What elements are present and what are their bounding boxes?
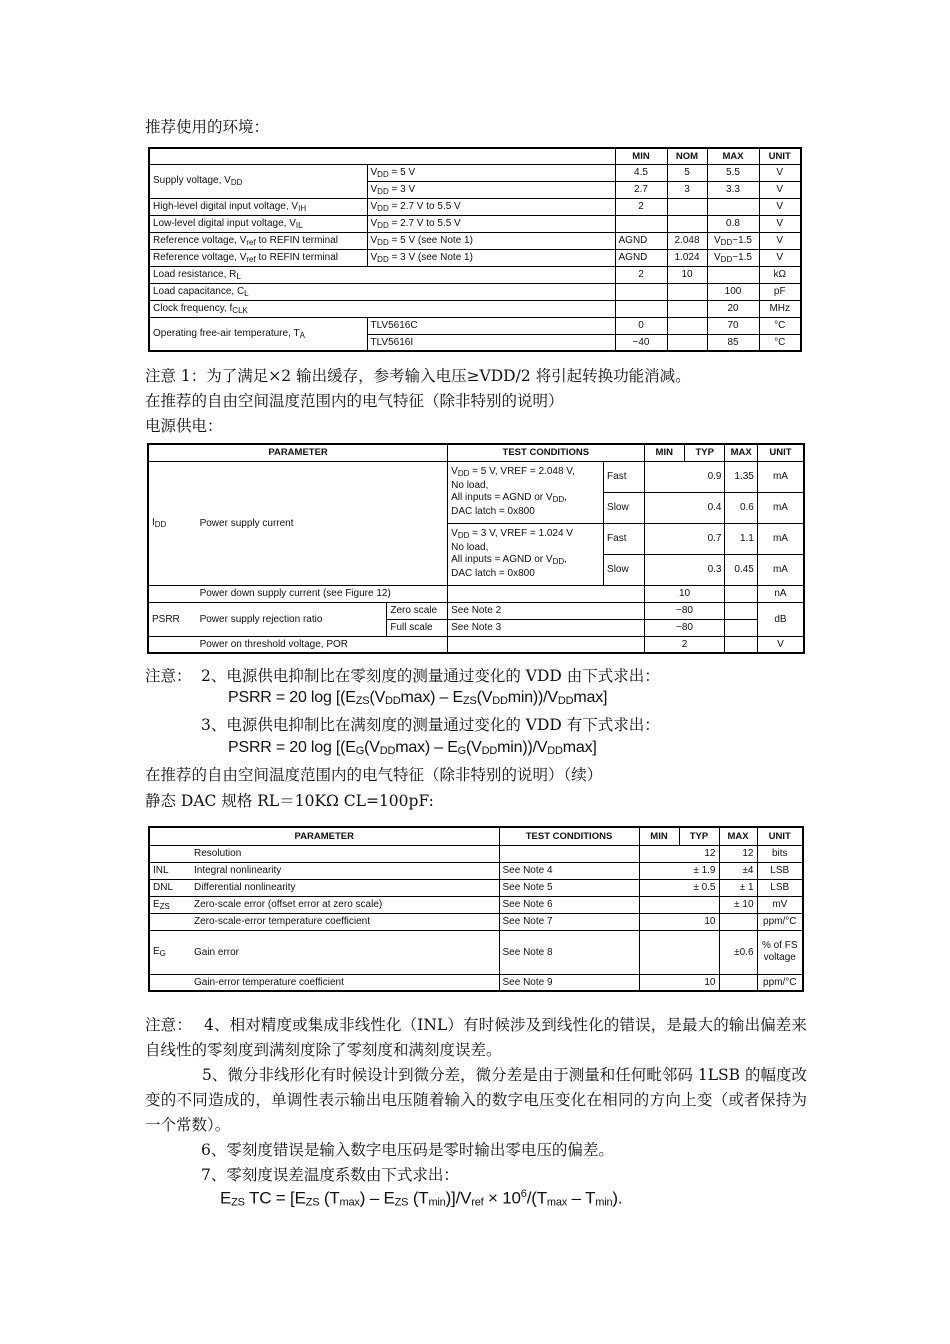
- note-label: 注意：: [145, 667, 192, 685]
- min: AGND: [615, 249, 667, 266]
- cond: $V_{DD} = 2.7$ V to 5.5 V: [367, 198, 615, 215]
- cond: TLV5616C: [367, 317, 615, 334]
- param: Clock frequency, $f_{CLK}$: [149, 300, 615, 317]
- cond: $V_{DD} = 5$ V: [367, 164, 615, 181]
- cond: [499, 845, 639, 862]
- note-6: 6、零刻度错误是输入数字电压码是零时输出零电压的偏差。: [201, 1141, 614, 1159]
- unit: mV: [757, 896, 803, 913]
- cond-5v: $V_{DD} = 5$ V, VREF = 2.048 V, No load, All inputs = AGND or $V_{DD}$, DAC latch = 0x800: [448, 461, 604, 523]
- slow-label: Slow: [604, 554, 644, 585]
- nom: 10: [667, 266, 707, 283]
- min: [639, 974, 679, 991]
- header-test-conditions: TEST CONDITIONS: [499, 827, 639, 845]
- symbol: DNL: [149, 879, 191, 896]
- max: $V_{DD}-1.5$: [707, 232, 759, 249]
- unit: V: [759, 249, 801, 266]
- note-7: 7、零刻度误差温度系数由下式求出：: [201, 1166, 459, 1184]
- table-row: [148, 461, 804, 492]
- heading-electrical: 在推荐的自由空间温度范围内的电气特征（除非特别的说明）: [145, 392, 564, 410]
- header-min: MIN: [644, 444, 684, 461]
- cond: See Note 8: [499, 930, 639, 974]
- cond: $V_{DD} = 5$ V (see Note 1): [367, 232, 615, 249]
- max: [725, 585, 757, 602]
- unit: mA: [757, 461, 804, 492]
- nom: [667, 215, 707, 232]
- max: ±4: [719, 862, 757, 879]
- unit: V: [759, 215, 801, 232]
- table-row: [148, 602, 804, 619]
- unit: V: [759, 198, 801, 215]
- typ: 0.7: [685, 523, 725, 554]
- header-parameter: PARAMETER: [149, 827, 499, 845]
- unit: V: [757, 636, 804, 653]
- table-row: [149, 845, 803, 862]
- cond-note2: See Note 2: [448, 602, 644, 619]
- table-row: [149, 896, 803, 913]
- min: 2: [615, 198, 667, 215]
- unit: ppm/°C: [757, 974, 803, 991]
- cond: See Note 4: [499, 862, 639, 879]
- unit: MHz: [759, 300, 801, 317]
- min: −40: [615, 334, 667, 351]
- nom: [667, 283, 707, 300]
- typ: 0.9: [685, 461, 725, 492]
- unit: dB: [757, 602, 804, 636]
- note-1: 注意 1：为了满足×2 输出缓存，参考输入电压≥VDD/2 将引起转换功能消减。: [145, 367, 691, 385]
- min: [639, 913, 679, 930]
- unit: % of FS voltage: [757, 930, 803, 974]
- header-test-conditions: TEST CONDITIONS: [448, 444, 644, 461]
- max: 1.1: [725, 523, 757, 554]
- heading-environment: 推荐使用的环境：: [145, 118, 270, 136]
- header-typ: TYP: [685, 444, 725, 461]
- table-row: [148, 636, 804, 653]
- idd-name: Power supply current: [197, 461, 448, 585]
- nom: [667, 334, 707, 351]
- max: [725, 619, 757, 636]
- header-unit: UNIT: [757, 827, 803, 845]
- cond-note3: See Note 3: [448, 619, 644, 636]
- note-label: 注意：: [145, 1016, 192, 1034]
- param: Low-level digital input voltage, $V_{IL}$: [149, 215, 367, 232]
- max: 20: [707, 300, 759, 317]
- symbol: [149, 913, 191, 930]
- table-row: [149, 913, 803, 930]
- param-name: Zero-scale error (offset error at zero scale): [191, 896, 499, 913]
- table-row: [149, 879, 803, 896]
- note-4: 4、相对精度或集成非线性化（INL）有时候涉及到线性化的错误，是最大的输出偏差来自线性的零刻度到满刻度除了零刻度和满刻度误差。: [145, 1016, 807, 1059]
- unit: pF: [759, 283, 801, 300]
- max: 3.3: [707, 181, 759, 198]
- max: [719, 974, 757, 991]
- table-row: [149, 974, 803, 991]
- header-max: MAX: [707, 148, 759, 164]
- por-name: Power on threshold voltage, POR: [197, 636, 448, 653]
- unit: ppm/°C: [757, 913, 803, 930]
- unit: mA: [757, 523, 804, 554]
- header-typ: TYP: [679, 827, 719, 845]
- symbol: $E_G$: [149, 930, 191, 974]
- header-nom: NOM: [667, 148, 707, 164]
- cond: $V_{DD} = 2.7$ V to 5.5 V: [367, 215, 615, 232]
- param-name: Zero-scale-error temperature coefficient: [191, 913, 499, 930]
- param: Reference voltage, $V_{ref}$ to REFIN terminal: [149, 232, 367, 249]
- param: Load resistance, $R_L$: [149, 266, 615, 283]
- table-header-row: [149, 148, 801, 164]
- static-dac-table: [148, 826, 804, 992]
- table-row: [149, 215, 801, 232]
- cond-blank: [448, 585, 644, 602]
- typ: 12: [679, 845, 719, 862]
- table-row: [149, 266, 801, 283]
- table-row: [149, 317, 801, 334]
- header-max: MAX: [725, 444, 757, 461]
- blank-header: [149, 148, 615, 164]
- psrr-name: Power supply rejection ratio: [197, 602, 387, 636]
- min: [639, 862, 679, 879]
- psrr-symbol: PSRR: [148, 602, 197, 636]
- max: 1.35: [725, 461, 757, 492]
- min: [639, 896, 679, 913]
- nom: [667, 300, 707, 317]
- cond: See Note 5: [499, 879, 639, 896]
- cond: See Note 6: [499, 896, 639, 913]
- psrr-zero-scale-formula: PSRR = 20 $\log [(E_{ZS}(V_{DD}\max) - E_{ZS}(V_{DD}\min))/V_{DD}\max]$: [228, 689, 608, 707]
- param-supply-voltage: Supply voltage, $V_{DD}$: [149, 164, 367, 198]
- max: 12: [719, 845, 757, 862]
- table-row: [149, 300, 801, 317]
- cond: See Note 7: [499, 913, 639, 930]
- typ: 10: [644, 585, 725, 602]
- min: [615, 300, 667, 317]
- table-row: [148, 585, 804, 602]
- unit: °C: [759, 334, 801, 351]
- min: 2.7: [615, 181, 667, 198]
- typ: 2: [644, 636, 725, 653]
- cond: TLV5616I: [367, 334, 615, 351]
- param-name: Differential nonlinearity: [191, 879, 499, 896]
- max: 0.8: [707, 215, 759, 232]
- typ: 0.4: [685, 492, 725, 523]
- table-row: [149, 198, 801, 215]
- max: [719, 913, 757, 930]
- power-down-name: Power down supply current (see Figure 12): [197, 585, 448, 602]
- unit: V: [759, 164, 801, 181]
- max: 0.6: [725, 492, 757, 523]
- note-3: 3、电源供电抑制比在满刻度的测量通过变化的 VDD 有下式求出：: [201, 716, 660, 734]
- table-row: [149, 164, 801, 181]
- min: [644, 554, 684, 585]
- min: [639, 845, 679, 862]
- heading-static-dac: 静态 DAC 规格 RL＝10KΩ CL=100pF:: [145, 792, 434, 810]
- symbol: INL: [149, 862, 191, 879]
- min: [615, 215, 667, 232]
- blank-symbol: [148, 585, 197, 602]
- unit: mA: [757, 554, 804, 585]
- min: 4.5: [615, 164, 667, 181]
- table-row: [149, 930, 803, 974]
- max: 85: [707, 334, 759, 351]
- heading-power-supply: 电源供电：: [145, 417, 223, 435]
- recommended-conditions-table: [148, 147, 802, 352]
- table-row: [149, 283, 801, 300]
- fast-label: Fast: [604, 523, 644, 554]
- max: 70: [707, 317, 759, 334]
- nom: 5: [667, 164, 707, 181]
- param: High-level digital input voltage, $V_{IH}$: [149, 198, 367, 215]
- unit: °C: [759, 317, 801, 334]
- header-max: MAX: [719, 827, 757, 845]
- typ: −80: [644, 619, 725, 636]
- cond: $V_{DD} = 3$ V (see Note 1): [367, 249, 615, 266]
- table-row: [149, 249, 801, 266]
- cond: $V_{DD} = 3$ V: [367, 181, 615, 198]
- unit: LSB: [757, 879, 803, 896]
- nom: [667, 317, 707, 334]
- header-min: MIN: [639, 827, 679, 845]
- max: ±0.6: [719, 930, 757, 974]
- max: [725, 636, 757, 653]
- min: [639, 930, 679, 974]
- fast-label: Fast: [604, 461, 644, 492]
- idd-symbol: $I_{DD}$: [148, 461, 197, 585]
- cond-blank: [448, 636, 644, 653]
- table-row: [149, 862, 803, 879]
- unit: bits: [757, 845, 803, 862]
- param-name: Gain-error temperature coefficient: [191, 974, 499, 991]
- max: ± 10: [719, 896, 757, 913]
- unit: V: [759, 181, 801, 198]
- header-parameter: PARAMETER: [148, 444, 448, 461]
- typ: [679, 930, 719, 974]
- power-supply-table: [147, 443, 805, 654]
- blank-symbol: [148, 636, 197, 653]
- typ: 0.3: [685, 554, 725, 585]
- header-min: MIN: [615, 148, 667, 164]
- typ: 10: [679, 974, 719, 991]
- nom: 2.048: [667, 232, 707, 249]
- max: 100: [707, 283, 759, 300]
- heading-electrical-continued: 在推荐的自由空间温度范围内的电气特征（除非特别的说明）（续）: [145, 766, 603, 784]
- min: [644, 461, 684, 492]
- min: [615, 283, 667, 300]
- psrr-full-scale-formula: PSRR = 20 $\log [(E_G(V_{DD}\max) - E_G(V_{DD}\min))/V_{DD}\max]$: [228, 739, 597, 757]
- full-scale-label: Full scale: [387, 619, 448, 636]
- typ: 10: [679, 913, 719, 930]
- typ: ± 0.5: [679, 879, 719, 896]
- ezs-tc-formula: $E_{ZS}$ TC = [$E_{ZS}$ $(T_{max}) - E_{ZS}$ $(T_{min})]/V_{ref} \times 10^6/(T_{max} - T_{min})$.: [220, 1188, 623, 1209]
- unit: nA: [757, 585, 804, 602]
- min: AGND: [615, 232, 667, 249]
- note-4-paragraph: [145, 1013, 807, 1063]
- max: $V_{DD}-1.5$: [707, 249, 759, 266]
- max: 5.5: [707, 164, 759, 181]
- cond: See Note 9: [499, 974, 639, 991]
- param-name: Resolution: [191, 845, 499, 862]
- table-row: [149, 232, 801, 249]
- unit: V: [759, 232, 801, 249]
- nom: [667, 198, 707, 215]
- unit: kΩ: [759, 266, 801, 283]
- max: ± 1: [719, 879, 757, 896]
- note-2: 2、电源供电抑制比在零刻度的测量通过变化的 VDD 由下式求出：: [201, 667, 660, 685]
- symbol: [149, 845, 191, 862]
- header-unit: UNIT: [757, 444, 804, 461]
- table-header-row: [148, 444, 804, 461]
- unit: mA: [757, 492, 804, 523]
- min: [644, 492, 684, 523]
- typ: ± 1.9: [679, 862, 719, 879]
- max: 0.45: [725, 554, 757, 585]
- param: Operating free-air temperature, $T_A$: [149, 317, 367, 351]
- max: [707, 198, 759, 215]
- table-header-row: [149, 827, 803, 845]
- typ: −80: [644, 602, 725, 619]
- param-name: Gain error: [191, 930, 499, 974]
- min: [644, 523, 684, 554]
- min: 2: [615, 266, 667, 283]
- unit: LSB: [757, 862, 803, 879]
- min: 0: [615, 317, 667, 334]
- symbol: $E_{ZS}$: [149, 896, 191, 913]
- max: [707, 266, 759, 283]
- param: Load capacitance, $C_L$: [149, 283, 615, 300]
- nom: 1.024: [667, 249, 707, 266]
- symbol: [149, 974, 191, 991]
- note-5: 5、微分非线形化有时候设计到微分差，微分差是由于测量和任何毗邻码 1LSB 的幅度改变的不同造成的，单调性表示输出电压随着输入的数字电压变化在相同的方向上变（或者保持为一个常数）。: [145, 1066, 807, 1134]
- min: [639, 879, 679, 896]
- param: Reference voltage, $V_{ref}$ to REFIN terminal: [149, 249, 367, 266]
- nom: 3: [667, 181, 707, 198]
- slow-label: Slow: [604, 492, 644, 523]
- typ: [679, 896, 719, 913]
- zero-scale-label: Zero scale: [387, 602, 448, 619]
- param-name: Integral nonlinearity: [191, 862, 499, 879]
- header-unit: UNIT: [759, 148, 801, 164]
- max: [725, 602, 757, 619]
- cond-3v: $V_{DD} = 3$ V, VREF = 1.024 V No load, All inputs = AGND or $V_{DD}$, DAC latch = 0x800: [448, 523, 604, 585]
